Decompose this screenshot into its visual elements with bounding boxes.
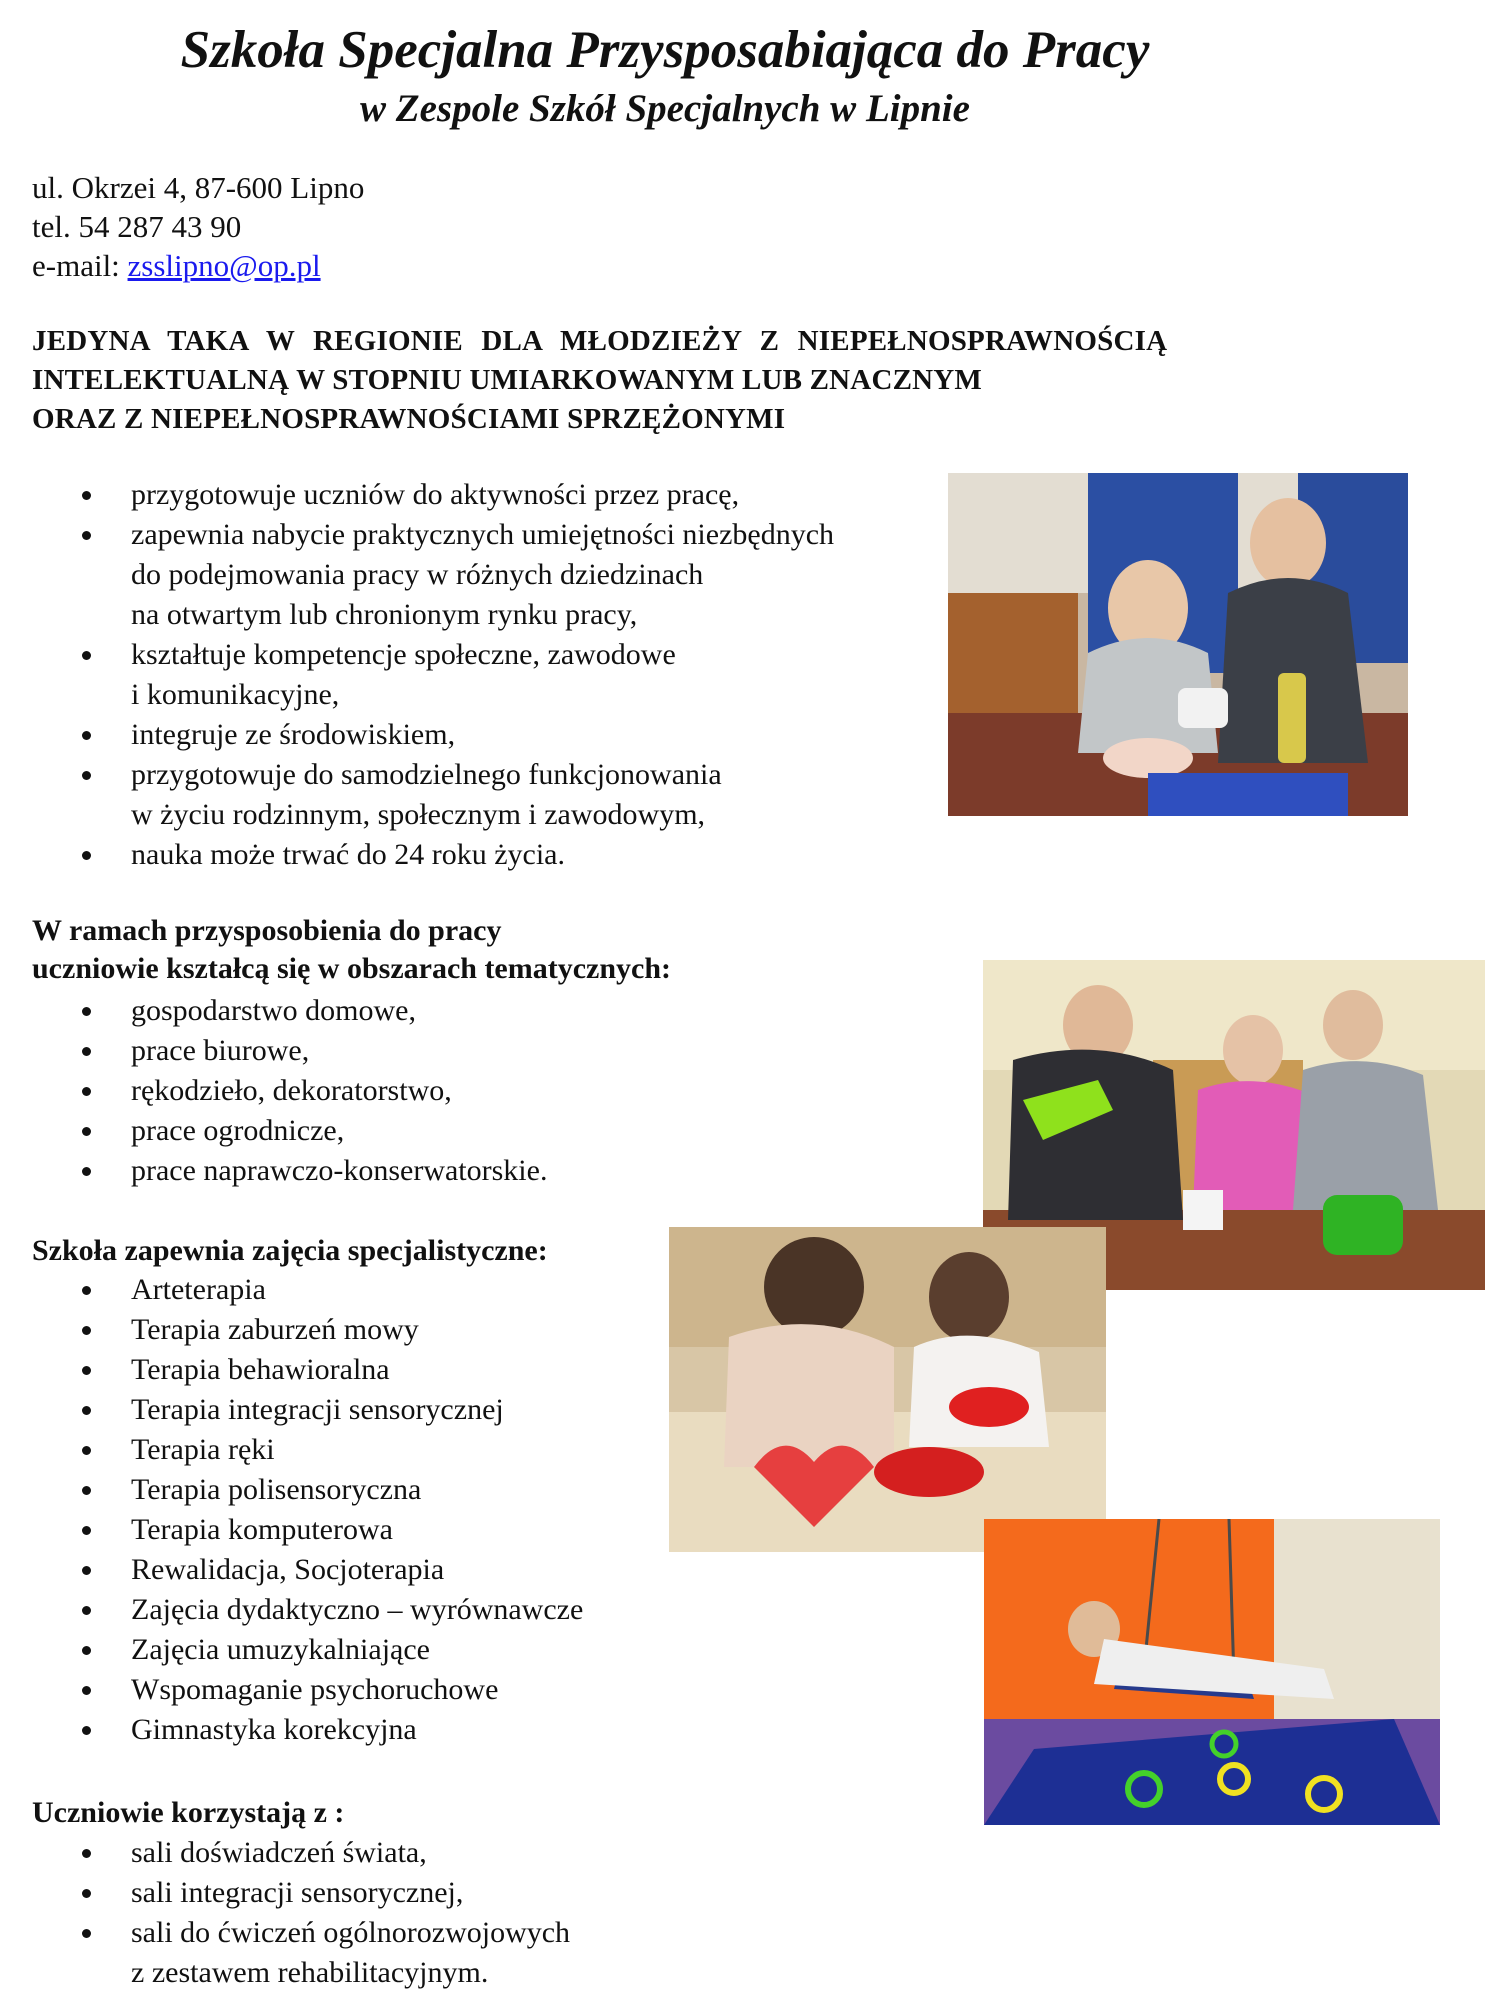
list-item: sali doświadczeń świata, <box>0 1833 570 1873</box>
list-item: gospodarstwo domowe, <box>0 991 547 1031</box>
headline-line-2: INTELEKTUALNĄ W STOPNIU UMIARKOWANYM LUB ZNACZNYM <box>32 364 982 396</box>
page-subtitle: w Zespole Szkół Specjalnych w Lipnie <box>360 87 970 130</box>
list-item: prace naprawczo-konserwatorskie. <box>0 1151 547 1191</box>
photo-sensory-room <box>984 1519 1440 1825</box>
list-item: Zajęcia umuzykalniające <box>0 1630 583 1670</box>
list-item: Arteterapia <box>0 1270 583 1310</box>
list-item: Terapia zaburzeń mowy <box>0 1310 583 1350</box>
list-item: nauka może trwać do 24 roku życia. <box>0 835 834 875</box>
address: ul. Okrzei 4, 87-600 Lipno <box>32 170 365 205</box>
contact-block <box>32 168 364 285</box>
list-item: Terapia ręki <box>0 1430 583 1470</box>
specialist-list <box>0 1270 583 1750</box>
list-item: Rewalidacja, Socjoterapia <box>0 1550 583 1590</box>
list-item: sali do ćwiczeń ogólnorozwojowych z zestawem rehabilitacyjnym. <box>0 1913 570 1993</box>
list-item: Terapia polisensoryczna <box>0 1470 583 1510</box>
list-item: prace biurowe, <box>0 1031 547 1071</box>
email-link[interactable]: zsslipno@op.pl <box>127 248 321 283</box>
phone: tel. 54 287 43 90 <box>32 209 242 244</box>
list-item: przygotowuje do samodzielnego funkcjonowania w życiu rodzinnym, społecznym i zawodowym, <box>0 755 834 835</box>
email-label: e-mail: <box>32 248 120 283</box>
facilities-heading: Uczniowie korzystają z : <box>32 1796 345 1829</box>
list-item: Terapia integracji sensorycznej <box>0 1390 583 1430</box>
page-title: Szkoła Specjalna Przysposabiająca do Pracy <box>180 21 1150 79</box>
list-item: integruje ze środowiskiem, <box>0 715 834 755</box>
photo-art <box>669 1227 1106 1552</box>
list-item: Gimnastyka korekcyjna <box>0 1710 583 1750</box>
specialist-heading: Szkoła zapewnia zajęcia specjalistyczne: <box>32 1234 548 1267</box>
areas-list <box>0 991 547 1191</box>
headline-line-1: JEDYNA TAKA W REGIONIE DLA MŁODZIEŻY Z NIEPEŁNOSPRAWNOŚCIĄ <box>32 325 1168 357</box>
features-list <box>0 475 834 875</box>
list-item: kształtuje kompetencje społeczne, zawodowe i komunikacyjne, <box>0 635 834 715</box>
list-item: Terapia komputerowa <box>0 1510 583 1550</box>
facilities-list <box>0 1833 570 1993</box>
headline-line-3: ORAZ Z NIEPEŁNOSPRAWNOŚCIAMI SPRZĘŻONYMI <box>32 403 786 435</box>
list-item: przygotowuje uczniów do aktywności przez pracę, <box>0 475 834 515</box>
list-item: prace ogrodnicze, <box>0 1111 547 1151</box>
email-line <box>32 246 364 285</box>
list-item: Terapia behawioralna <box>0 1350 583 1390</box>
headline <box>32 322 1292 439</box>
list-item: zapewnia nabycie praktycznych umiejętności niezbędnych do podejmowania pracy w różnych dziedzinach na otwartym lub chronionym rynku pracy, <box>0 515 834 635</box>
photo-kitchen <box>948 473 1408 816</box>
list-item: Wspomaganie psychoruchowe <box>0 1670 583 1710</box>
list-item: rękodzieło, dekoratorstwo, <box>0 1071 547 1111</box>
areas-heading: W ramach przysposobienia do pracy uczniowie kształcą się w obszarach tematycznych: <box>32 914 672 985</box>
list-item: sali integracji sensorycznej, <box>0 1873 570 1913</box>
list-item: Zajęcia dydaktyczno – wyrównawcze <box>0 1590 583 1630</box>
